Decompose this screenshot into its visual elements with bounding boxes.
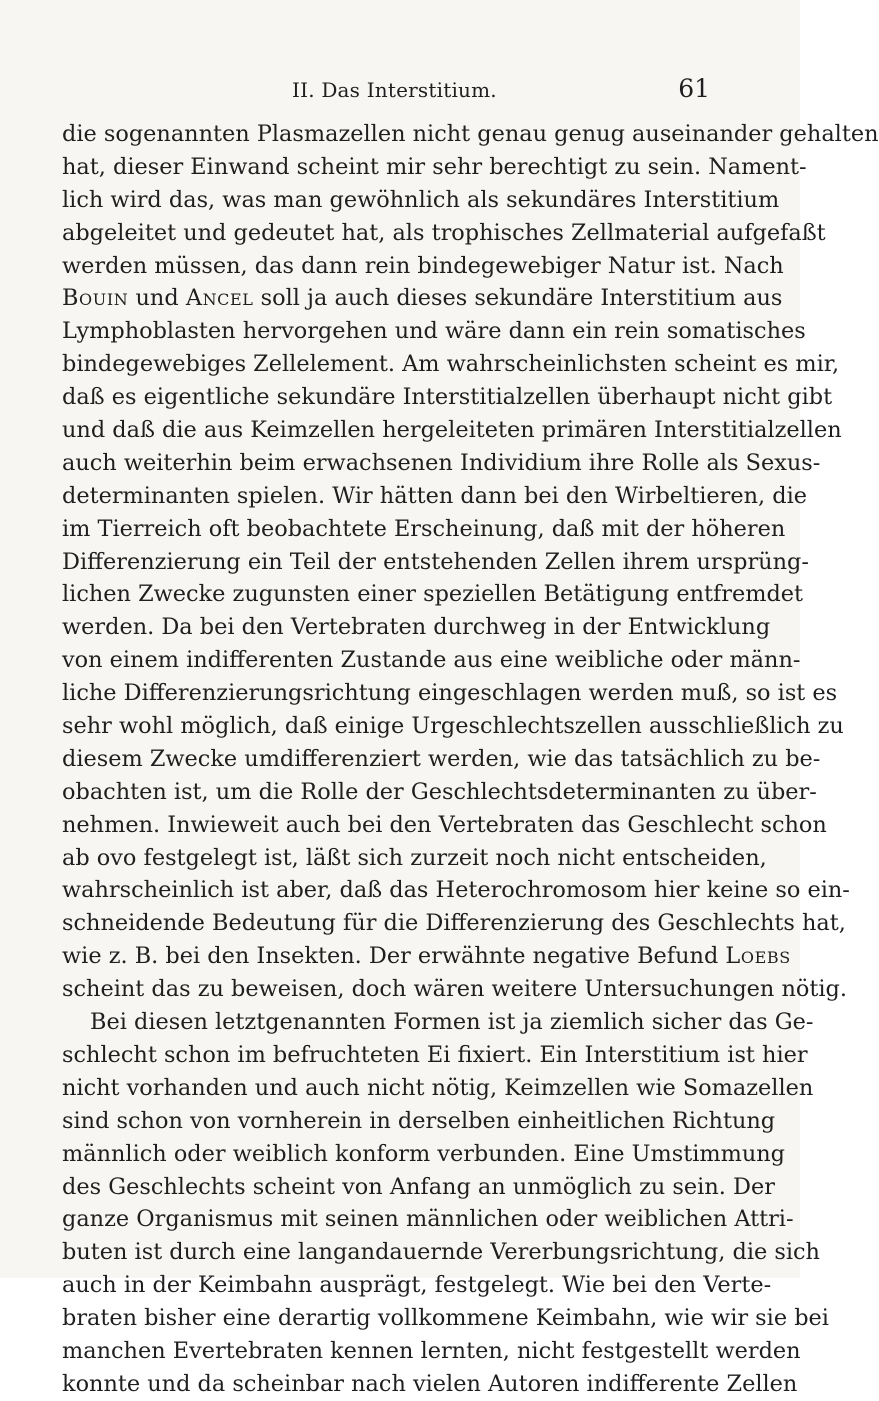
- text-line: ab ovo festgelegt ist, läßt sich zurzeit noch nicht entscheiden,: [62, 844, 767, 871]
- text-line: abgeleitet und gedeutet hat, als trophisches Zellmaterial aufgefaßt: [62, 219, 826, 246]
- text-line: lich wird das, was man gewöhnlich als sekundäres Interstitium: [62, 186, 780, 213]
- text-fragment: und: [128, 285, 186, 312]
- text-line: schneidende Bedeutung für die Differenzierung des Geschlechts hat,: [62, 910, 846, 937]
- text-line: werden müssen, das dann rein bindegewebiger Natur ist. Nach: [62, 252, 784, 279]
- text-line: diesem Zwecke umdifferenziert werden, wie das tatsächlich zu be-: [62, 745, 821, 772]
- text-line: hat, dieser Einwand scheint mir sehr berechtigt zu sein. Nament-: [62, 153, 807, 180]
- paragraph-start-line: Bei diesen letztgenannten Formen ist ja ziemlich sicher das Ge-: [90, 1009, 814, 1036]
- text-line: männlich oder weiblich konform verbunden. Eine Umstimmung: [62, 1140, 786, 1167]
- text-line: konnte und da scheinbar nach vielen Autoren indifferente Zellen: [62, 1370, 798, 1397]
- text-line: [62, 282, 783, 315]
- text-line: sind schon von vornherein in derselben einheitlichen Richtung: [62, 1107, 776, 1134]
- text-fragment: soll ja auch dieses sekundäre Interstitium aus: [253, 285, 783, 312]
- text-line: sehr wohl möglich, daß einige Urgeschlechtszellen ausschließlich zu: [62, 713, 844, 740]
- text-line: im Tierreich oft beobachtete Erscheinung, daß mit der höheren: [62, 515, 786, 542]
- text-line: auch in der Keimbahn ausprägt, festgelegt. Wie bei den Verte-: [62, 1272, 772, 1299]
- running-head: II. Das Interstitium.: [292, 78, 497, 102]
- author-name: Loebs: [725, 943, 791, 970]
- text-line: daß es eigentliche sekundäre Interstitialzellen überhaupt nicht gibt: [62, 384, 833, 411]
- paragraph-end-line: scheint das zu beweisen, doch wären weitere Untersuchungen nötig.: [62, 976, 847, 1003]
- text-line: ganze Organismus mit seinen männlichen oder weiblichen Attri-: [62, 1206, 794, 1233]
- text-line: und daß die aus Keimzellen hergeleiteten primären Interstitialzellen: [62, 417, 842, 444]
- text-line: obachten ist, um die Rolle der Geschlechtsdeterminanten zu über-: [62, 778, 817, 805]
- text-line: bindegewebiges Zellelement. Am wahrscheinlichsten scheint es mir,: [62, 351, 840, 378]
- text-line: braten bisher eine derartig vollkommene Keimbahn, wie wir sie bei: [62, 1305, 829, 1332]
- text-line: manchen Evertebraten kennen lernten, nicht festgestellt werden: [62, 1337, 801, 1364]
- author-name: Bouin: [62, 285, 129, 312]
- text-line: Lymphoblasten hervorgehen und wäre dann ein rein somatisches: [62, 318, 806, 345]
- text-line: auch weiterhin beim erwachsenen Individium ihre Rolle als Sexus-: [62, 449, 821, 476]
- text-line: buten ist durch eine langandauernde Vererbungsrichtung, die sich: [62, 1239, 820, 1266]
- author-name: Ancel: [185, 285, 254, 312]
- text-line: liche Differenzierungsrichtung eingeschlagen werden muß, so ist es: [62, 680, 838, 707]
- text-line: nicht vorhanden und auch nicht nötig, Keimzellen wie Somazellen: [62, 1074, 814, 1101]
- text-line: werden. Da bei den Vertebraten durchweg in der Entwicklung: [62, 614, 771, 641]
- text-line: Differenzierung ein Teil der entstehenden Zellen ihrem ursprüng-: [62, 548, 809, 575]
- text-line: wahrscheinlich ist aber, daß das Heterochromosom hier keine so ein-: [62, 877, 850, 904]
- text-line: determinanten spielen. Wir hätten dann bei den Wirbeltieren, die: [62, 482, 807, 509]
- text-line: wie z. B. bei den Insekten. Der erwähnte negative Befund Loebs: [62, 943, 791, 970]
- text-line: des Geschlechts scheint von Anfang an unmöglich zu sein. Der: [62, 1173, 775, 1200]
- body-text: [62, 118, 879, 1401]
- text-line: die sogenannten Plasmazellen nicht genau genug auseinander gehalten: [62, 121, 879, 147]
- text-line: schlecht schon im befruchteten Ei fixiert. Ein Interstitium ist hier: [62, 1041, 808, 1068]
- text-line: von einem indifferenten Zustande aus eine weibliche oder männ-: [62, 647, 801, 674]
- page-number: 61: [678, 74, 710, 103]
- text-line: nehmen. Inwieweit auch bei den Vertebraten das Geschlecht schon: [62, 811, 827, 838]
- text-line: lichen Zwecke zugunsten einer speziellen Betätigung entfremdet: [62, 581, 804, 608]
